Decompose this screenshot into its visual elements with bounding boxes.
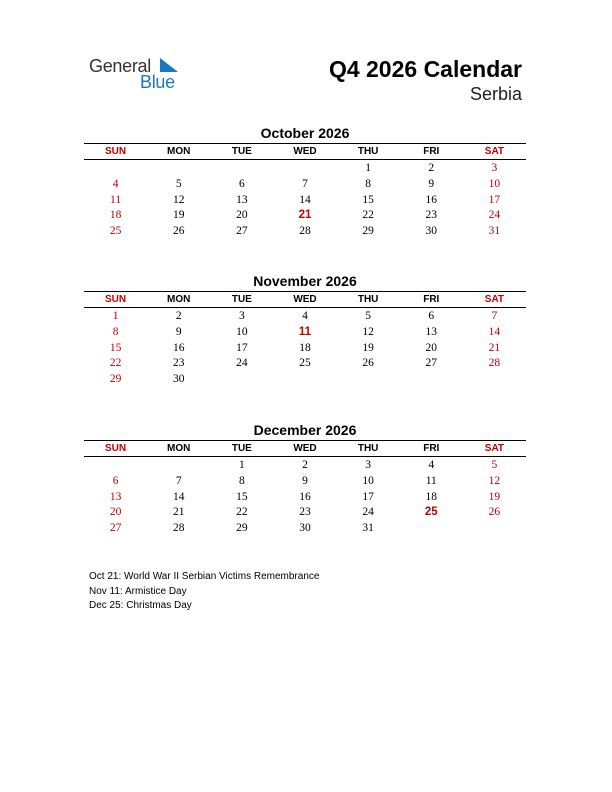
day-cell: 28 bbox=[172, 522, 185, 535]
day-cell: 8 bbox=[365, 177, 371, 190]
day-cell: 28 bbox=[488, 357, 501, 370]
day-cell: 25 bbox=[424, 506, 438, 519]
day-cell: 23 bbox=[425, 209, 438, 222]
weekday-label: MON bbox=[167, 443, 191, 454]
week-row bbox=[84, 504, 526, 520]
day-cell: 14 bbox=[488, 325, 501, 338]
weekday-label: SAT bbox=[484, 146, 505, 157]
day-cell: 26 bbox=[172, 225, 185, 238]
empty-day-cell bbox=[463, 371, 526, 387]
day-cell: 1 bbox=[365, 162, 371, 174]
day-cell: 4 bbox=[428, 459, 435, 471]
empty-day-cell bbox=[147, 160, 210, 176]
weekday-label: WED bbox=[293, 294, 317, 305]
empty-day-cell bbox=[210, 160, 273, 176]
month-title: October 2026 bbox=[260, 125, 350, 141]
week-row bbox=[84, 160, 526, 176]
day-cell: 27 bbox=[109, 522, 122, 535]
day-cell: 16 bbox=[425, 193, 438, 206]
weekday-label: THU bbox=[357, 443, 379, 454]
empty-day-cell bbox=[84, 160, 147, 176]
day-cell: 21 bbox=[488, 341, 501, 354]
day-cell: 9 bbox=[175, 325, 182, 338]
empty-day-cell bbox=[400, 371, 463, 387]
day-cell: 25 bbox=[109, 225, 122, 238]
weekday-label: THU bbox=[357, 294, 379, 305]
day-cell: 19 bbox=[362, 341, 374, 354]
day-cell: 24 bbox=[488, 209, 501, 222]
day-cell: 6 bbox=[238, 177, 245, 190]
day-cell: 31 bbox=[362, 522, 374, 535]
day-cell: 27 bbox=[236, 225, 248, 238]
day-cell: 13 bbox=[425, 325, 438, 338]
day-cell: 27 bbox=[425, 357, 438, 370]
day-cell: 19 bbox=[172, 209, 185, 222]
day-cell: 20 bbox=[425, 341, 438, 354]
weekday-label: TUE bbox=[231, 443, 252, 454]
holiday-notes bbox=[89, 570, 319, 614]
day-cell: 3 bbox=[491, 162, 498, 174]
day-cell: 10 bbox=[488, 177, 501, 190]
day-cell: 29 bbox=[236, 522, 248, 535]
day-cell: 17 bbox=[362, 490, 374, 503]
day-cell: 19 bbox=[488, 490, 501, 503]
day-cell: 17 bbox=[488, 193, 501, 206]
week-row bbox=[84, 176, 526, 192]
day-cell: 29 bbox=[109, 373, 122, 386]
week-row bbox=[84, 371, 526, 387]
day-cell: 15 bbox=[236, 490, 248, 503]
day-cell: 8 bbox=[112, 325, 119, 338]
day-cell: 16 bbox=[172, 341, 185, 354]
day-cell: 18 bbox=[109, 209, 122, 222]
weekday-label: MON bbox=[167, 294, 191, 305]
weekday-label: THU bbox=[357, 146, 379, 157]
day-cell: 12 bbox=[172, 193, 185, 206]
day-cell: 25 bbox=[299, 357, 311, 370]
weekday-label: FRI bbox=[423, 294, 440, 305]
week-row bbox=[84, 489, 526, 505]
empty-day-cell bbox=[147, 457, 210, 473]
day-cell: 18 bbox=[299, 341, 311, 354]
day-cell: 20 bbox=[236, 209, 248, 222]
day-cell: 7 bbox=[175, 474, 182, 487]
holiday-note: Oct 21: World War II Serbian Victims Remembrance bbox=[89, 571, 320, 582]
month-november bbox=[84, 272, 526, 387]
day-cell: 11 bbox=[425, 474, 437, 487]
logo-word-blue: Blue bbox=[140, 72, 175, 92]
day-cell: 22 bbox=[362, 209, 374, 222]
day-cell: 4 bbox=[112, 177, 119, 190]
day-cell: 9 bbox=[428, 177, 435, 190]
week-row bbox=[84, 207, 526, 223]
day-cell: 4 bbox=[302, 310, 308, 322]
weekday-label: MON bbox=[167, 146, 191, 157]
day-cell: 14 bbox=[172, 490, 185, 503]
day-cell: 24 bbox=[362, 506, 374, 519]
day-cell: 15 bbox=[109, 341, 122, 354]
weekday-label: SAT bbox=[484, 443, 505, 454]
day-cell: 21 bbox=[172, 506, 185, 519]
day-cell: 31 bbox=[488, 225, 501, 238]
weekday-label: WED bbox=[293, 443, 317, 454]
day-cell: 13 bbox=[109, 490, 122, 503]
day-cell: 6 bbox=[112, 474, 119, 487]
week-row bbox=[84, 308, 526, 324]
logo bbox=[89, 54, 199, 94]
week-row bbox=[84, 355, 526, 371]
page-title: Q4 2026 Calendar bbox=[328, 56, 522, 82]
day-cell: 10 bbox=[362, 474, 374, 487]
day-cell: 22 bbox=[109, 357, 122, 370]
day-cell: 29 bbox=[362, 225, 374, 238]
day-cell: 1 bbox=[112, 310, 119, 322]
day-cell: 13 bbox=[236, 193, 248, 206]
week-row bbox=[84, 324, 526, 340]
weekday-label: TUE bbox=[231, 294, 252, 305]
empty-day-cell bbox=[84, 457, 147, 473]
day-cell: 16 bbox=[299, 490, 311, 503]
day-cell: 9 bbox=[302, 474, 308, 487]
day-cell: 21 bbox=[298, 209, 312, 222]
day-cell: 24 bbox=[236, 357, 248, 370]
day-cell: 11 bbox=[298, 325, 312, 338]
day-cell: 18 bbox=[425, 490, 438, 503]
month-title: December 2026 bbox=[253, 422, 357, 438]
day-cell: 30 bbox=[425, 225, 438, 238]
day-cell: 2 bbox=[175, 310, 182, 322]
month-october bbox=[84, 124, 526, 239]
empty-day-cell bbox=[400, 520, 463, 536]
day-cell: 15 bbox=[362, 193, 374, 206]
empty-day-cell bbox=[463, 520, 526, 536]
day-cell: 3 bbox=[365, 459, 371, 471]
day-cell: 26 bbox=[488, 506, 501, 519]
day-cell: 12 bbox=[488, 474, 501, 487]
day-cell: 28 bbox=[299, 225, 311, 238]
holiday-note: Dec 25: Christmas Day bbox=[89, 600, 192, 611]
day-cell: 2 bbox=[302, 459, 308, 471]
weekday-label: WED bbox=[293, 146, 317, 157]
weekday-header bbox=[84, 291, 526, 308]
day-cell: 23 bbox=[172, 357, 185, 370]
holiday-note: Nov 11: Armistice Day bbox=[89, 585, 187, 597]
weekday-label: FRI bbox=[423, 443, 440, 454]
weekday-label: SUN bbox=[105, 443, 127, 454]
day-cell: 10 bbox=[236, 325, 248, 338]
day-cell: 26 bbox=[362, 357, 374, 370]
day-cell: 23 bbox=[299, 506, 311, 519]
day-cell: 14 bbox=[299, 193, 311, 206]
day-cell: 17 bbox=[236, 341, 248, 354]
week-row bbox=[84, 192, 526, 208]
weekday-label: SUN bbox=[105, 146, 127, 157]
empty-day-cell bbox=[273, 371, 336, 387]
day-cell: 8 bbox=[238, 474, 245, 487]
flag-triangle-icon bbox=[160, 58, 178, 72]
empty-day-cell bbox=[337, 371, 400, 387]
week-row bbox=[84, 473, 526, 489]
day-cell: 22 bbox=[236, 506, 248, 519]
week-row bbox=[84, 457, 526, 473]
weekday-label: FRI bbox=[423, 146, 440, 157]
day-cell: 2 bbox=[428, 162, 435, 174]
country-name: Serbia bbox=[469, 84, 522, 104]
empty-day-cell bbox=[273, 160, 336, 176]
day-cell: 5 bbox=[365, 310, 371, 322]
day-cell: 1 bbox=[238, 459, 245, 471]
weekday-label: SAT bbox=[484, 294, 505, 305]
day-cell: 7 bbox=[302, 177, 308, 190]
day-cell: 11 bbox=[110, 193, 122, 206]
weekday-label: SUN bbox=[105, 294, 127, 305]
month-title: November 2026 bbox=[253, 273, 357, 289]
day-cell: 30 bbox=[299, 522, 311, 535]
week-row bbox=[84, 223, 526, 239]
day-cell: 5 bbox=[491, 459, 498, 471]
weekday-header bbox=[84, 143, 526, 160]
empty-day-cell bbox=[210, 371, 273, 387]
day-cell: 30 bbox=[172, 373, 185, 386]
day-cell: 5 bbox=[175, 177, 182, 190]
day-cell: 12 bbox=[362, 325, 374, 338]
month-december bbox=[84, 421, 526, 536]
weekday-label: TUE bbox=[231, 146, 252, 157]
day-cell: 6 bbox=[428, 310, 435, 322]
day-cell: 20 bbox=[109, 506, 122, 519]
day-cell: 3 bbox=[238, 310, 245, 322]
day-cell: 7 bbox=[491, 310, 498, 322]
week-row bbox=[84, 340, 526, 356]
weekday-header bbox=[84, 440, 526, 457]
logo-word-general: General bbox=[89, 56, 151, 76]
week-row bbox=[84, 520, 526, 536]
